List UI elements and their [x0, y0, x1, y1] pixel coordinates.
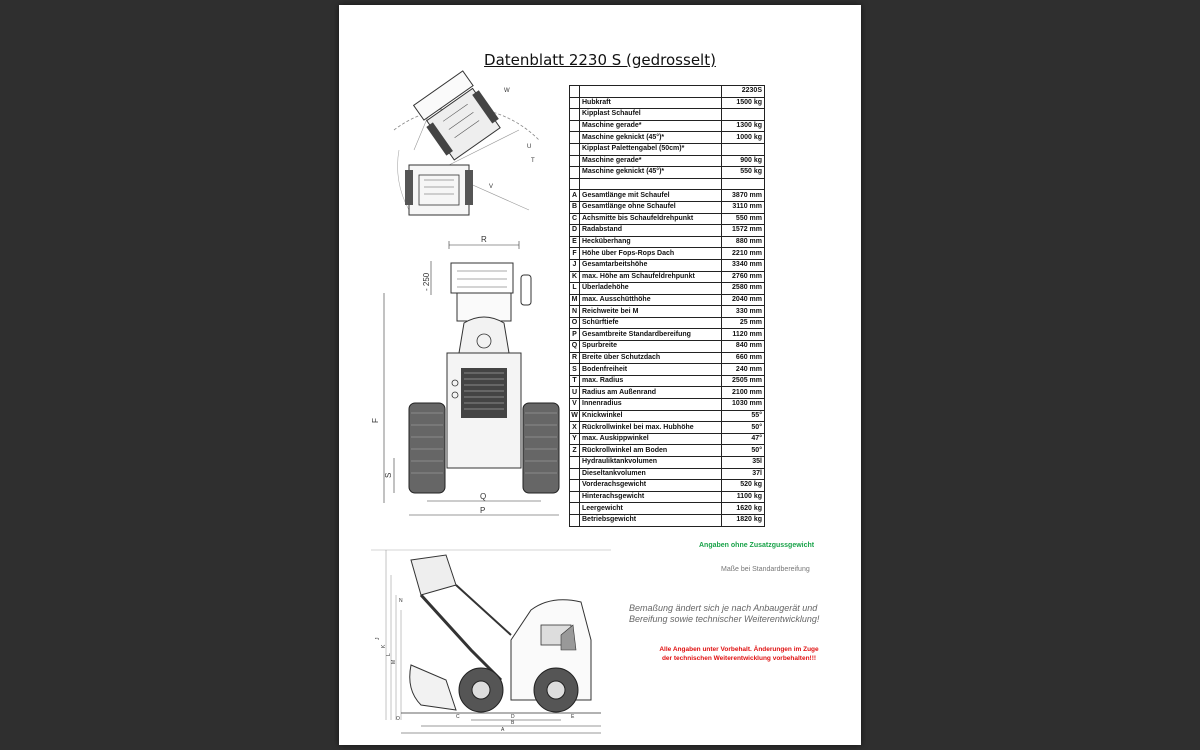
table-row	[570, 387, 765, 399]
row-letter: V	[570, 399, 580, 411]
row-value: 2580 mm	[722, 283, 765, 295]
row-value	[722, 109, 765, 121]
row-letter	[570, 178, 580, 190]
table-row	[570, 422, 765, 434]
label-r: R	[481, 235, 487, 244]
row-value: 1620 kg	[722, 503, 765, 515]
spec-header-row	[570, 86, 765, 98]
label-d: D	[511, 714, 515, 720]
row-label: Spurbreite	[580, 341, 722, 353]
table-row	[570, 317, 765, 329]
table-row	[570, 143, 765, 155]
row-value: 550 kg	[722, 167, 765, 179]
row-value: 55°	[722, 410, 765, 422]
row-value: 3340 mm	[722, 259, 765, 271]
table-row	[570, 236, 765, 248]
table-row	[570, 259, 765, 271]
label-b: B	[511, 720, 515, 726]
page-title: Datenblatt 2230 S (gedrosselt)	[484, 51, 716, 69]
row-label: Kipplast Schaufel	[580, 109, 722, 121]
row-label: Radabstand	[580, 225, 722, 237]
table-row	[570, 178, 765, 190]
row-value: 25 mm	[722, 317, 765, 329]
row-label: Hubkraft	[580, 97, 722, 109]
row-value: 1000 kg	[722, 132, 765, 144]
disclaimer-line-1: Alle Angaben unter Vorbehalt. Änderungen im Zuge	[659, 646, 819, 653]
table-row	[570, 375, 765, 387]
row-value: 35l	[722, 457, 765, 469]
row-letter	[570, 143, 580, 155]
row-label: Betriebsgewicht	[580, 514, 722, 526]
row-letter	[570, 120, 580, 132]
row-label: Hydrauliktankvolumen	[580, 457, 722, 469]
row-letter: E	[570, 236, 580, 248]
row-label: Reichweite bei M	[580, 306, 722, 318]
label-k: K	[381, 644, 387, 648]
row-letter: Y	[570, 433, 580, 445]
table-row	[570, 491, 765, 503]
note-weight: Angaben ohne Zusatzgussgewicht	[699, 542, 815, 549]
label-a: A	[501, 727, 505, 733]
label-250: - 250	[422, 272, 431, 291]
row-letter: A	[570, 190, 580, 202]
row-value: 1820 kg	[722, 514, 765, 526]
row-letter	[570, 457, 580, 469]
row-letter	[570, 468, 580, 480]
table-row	[570, 514, 765, 526]
row-label: Dieseltankvolumen	[580, 468, 722, 480]
row-value: 50°	[722, 445, 765, 457]
row-value: 3870 mm	[722, 190, 765, 202]
note-tyres: Maße bei Standardbereifung	[721, 566, 810, 573]
row-value: 1500 kg	[722, 97, 765, 109]
row-label	[580, 178, 722, 190]
row-value: 1100 kg	[722, 491, 765, 503]
row-value: 2760 mm	[722, 271, 765, 283]
row-label: Kipplast Palettengabel (50cm)*	[580, 143, 722, 155]
row-letter	[570, 514, 580, 526]
row-value: 2505 mm	[722, 375, 765, 387]
row-value: 880 mm	[722, 236, 765, 248]
label-f: F	[371, 418, 380, 423]
label-j: J	[375, 637, 381, 640]
row-value: 550 mm	[722, 213, 765, 225]
table-row	[570, 306, 765, 318]
row-label: Hecküberhang	[580, 236, 722, 248]
row-value: 240 mm	[722, 364, 765, 376]
row-label: Gesamtarbeitshöhe	[580, 259, 722, 271]
row-letter: U	[570, 387, 580, 399]
row-label: max. Auskippwinkel	[580, 433, 722, 445]
row-value: 2100 mm	[722, 387, 765, 399]
row-value	[722, 143, 765, 155]
row-label: Gesamtlänge mit Schaufel	[580, 190, 722, 202]
row-label: Knickwinkel	[580, 410, 722, 422]
row-letter	[570, 97, 580, 109]
row-value: 1572 mm	[722, 225, 765, 237]
row-label: Überladehöhe	[580, 283, 722, 295]
row-label: Achsmitte bis Schaufeldrehpunkt	[580, 213, 722, 225]
table-row	[570, 201, 765, 213]
row-label: max. Ausschütthöhe	[580, 294, 722, 306]
label-w: W	[504, 88, 510, 94]
row-value	[722, 178, 765, 190]
table-row	[570, 352, 765, 364]
table-row	[570, 433, 765, 445]
row-value: 1120 mm	[722, 329, 765, 341]
row-letter: K	[570, 271, 580, 283]
row-letter: W	[570, 410, 580, 422]
label-u: U	[527, 144, 532, 150]
label-v: V	[489, 184, 494, 190]
label-p: P	[480, 506, 486, 515]
top-view-turning-drawing	[379, 70, 549, 235]
side-view-drawing	[361, 540, 621, 740]
row-letter	[570, 155, 580, 167]
label-c: C	[456, 714, 460, 720]
row-label: Maschine geknickt (45°)*	[580, 167, 722, 179]
table-row	[570, 410, 765, 422]
table-row	[570, 445, 765, 457]
spec-table	[569, 85, 765, 527]
row-value: 900 kg	[722, 155, 765, 167]
row-value: 1030 mm	[722, 399, 765, 411]
table-row	[570, 329, 765, 341]
table-row	[570, 399, 765, 411]
row-label: Hinterachsgewicht	[580, 491, 722, 503]
datasheet-page	[339, 5, 861, 745]
row-letter	[570, 167, 580, 179]
row-label: Höhe über Fops-Rops Dach	[580, 248, 722, 260]
row-value: 660 mm	[722, 352, 765, 364]
table-row	[570, 109, 765, 121]
row-letter	[570, 132, 580, 144]
row-letter	[570, 491, 580, 503]
row-letter: T	[570, 375, 580, 387]
row-value: 330 mm	[722, 306, 765, 318]
row-label: Gesamtbreite Standardbereifung	[580, 329, 722, 341]
row-value: 1300 kg	[722, 120, 765, 132]
label-o: O	[396, 716, 400, 722]
label-e: E	[571, 714, 575, 720]
table-row	[570, 190, 765, 202]
table-row	[570, 271, 765, 283]
table-row	[570, 364, 765, 376]
row-letter: O	[570, 317, 580, 329]
table-row	[570, 294, 765, 306]
table-row	[570, 248, 765, 260]
row-label: Radius am Außenrand	[580, 387, 722, 399]
row-value: 2040 mm	[722, 294, 765, 306]
label-t: T	[531, 158, 535, 164]
table-row	[570, 132, 765, 144]
row-label: Maschine gerade*	[580, 155, 722, 167]
row-label: Bodenfreiheit	[580, 364, 722, 376]
label-m: M	[391, 659, 397, 664]
row-value: 3110 mm	[722, 201, 765, 213]
row-label: Leergewicht	[580, 503, 722, 515]
label-n: N	[399, 598, 403, 604]
note-dimensions: Bemaßung ändert sich je nach Anbaugerät und Bereifung sowie technischer Weiterentwicklung!	[629, 603, 820, 624]
table-row	[570, 120, 765, 132]
table-row	[570, 457, 765, 469]
table-row	[570, 283, 765, 295]
table-row	[570, 155, 765, 167]
row-letter: P	[570, 329, 580, 341]
row-letter	[570, 503, 580, 515]
row-label: Gesamtlänge ohne Schaufel	[580, 201, 722, 213]
row-label: Vorderachsgewicht	[580, 480, 722, 492]
row-label: Schürftiefe	[580, 317, 722, 329]
row-value: 50°	[722, 422, 765, 434]
table-row	[570, 225, 765, 237]
table-row	[570, 97, 765, 109]
disclaimer-line-2: der technischen Weiterentwicklung vorbehalten!!!	[661, 655, 817, 662]
row-label: max. Höhe am Schaufeldrehpunkt	[580, 271, 722, 283]
row-label: Rückrollwinkel am Boden	[580, 445, 722, 457]
row-letter	[570, 109, 580, 121]
row-letter: S	[570, 364, 580, 376]
row-letter: B	[570, 201, 580, 213]
row-label: Maschine geknickt (45°)*	[580, 132, 722, 144]
column-header: 2230S	[722, 86, 765, 98]
label-s: S	[384, 472, 393, 478]
row-label: max. Radius	[580, 375, 722, 387]
disclaimer	[639, 645, 839, 663]
row-value: 520 kg	[722, 480, 765, 492]
row-letter: Z	[570, 445, 580, 457]
row-letter: Q	[570, 341, 580, 353]
row-letter: X	[570, 422, 580, 434]
row-letter	[570, 480, 580, 492]
row-label: Maschine gerade*	[580, 120, 722, 132]
row-letter: N	[570, 306, 580, 318]
row-value: 2210 mm	[722, 248, 765, 260]
table-row	[570, 480, 765, 492]
row-label: Rückrollwinkel bei max. Hubhöhe	[580, 422, 722, 434]
table-row	[570, 341, 765, 353]
row-letter: D	[570, 225, 580, 237]
row-value: 840 mm	[722, 341, 765, 353]
row-letter: C	[570, 213, 580, 225]
front-view-drawing	[369, 233, 569, 523]
row-value: 47°	[722, 433, 765, 445]
table-row	[570, 503, 765, 515]
label-l: L	[386, 653, 392, 656]
row-label: Innenradius	[580, 399, 722, 411]
row-letter: F	[570, 248, 580, 260]
row-letter: M	[570, 294, 580, 306]
table-row	[570, 213, 765, 225]
table-row	[570, 167, 765, 179]
label-q: Q	[480, 492, 487, 501]
row-letter: L	[570, 283, 580, 295]
row-letter: R	[570, 352, 580, 364]
row-letter: J	[570, 259, 580, 271]
row-value: 37l	[722, 468, 765, 480]
table-row	[570, 468, 765, 480]
row-label: Breite über Schutzdach	[580, 352, 722, 364]
